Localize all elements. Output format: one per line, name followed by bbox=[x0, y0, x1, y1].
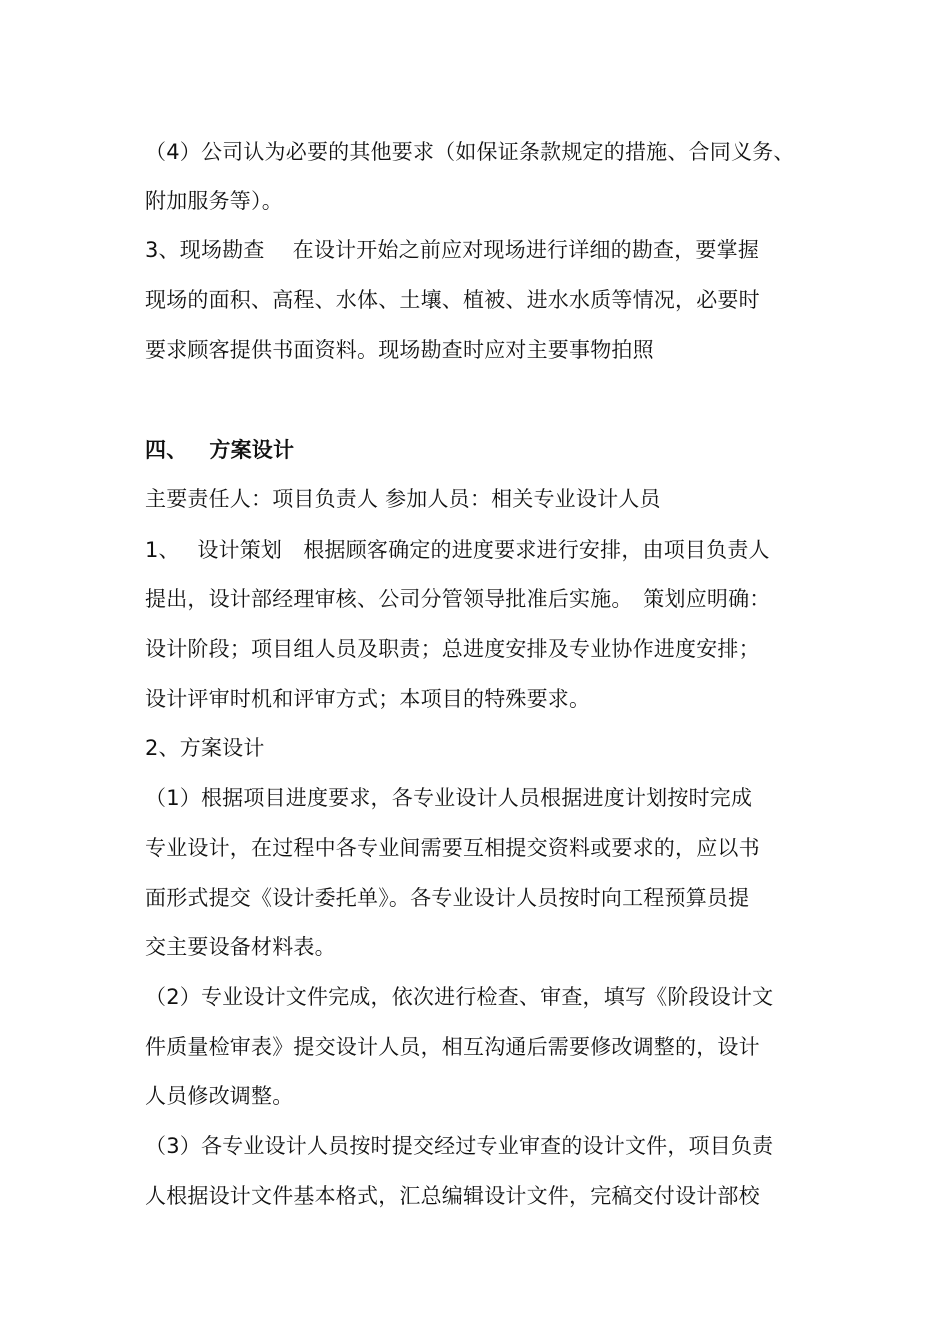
paragraph-line-site-survey-cont-2: 要求顾客提供书面资料。现场勘查时应对主要事物拍照 bbox=[145, 338, 654, 362]
paragraph-line-item-2: （2）专业设计文件完成，依次进行检查、审查，填写《阶段设计文 bbox=[145, 985, 774, 1009]
paragraph-line-design-planning-cont-2: 设计阶段；项目组人员及职责；总进度安排及专业协作进度安排； bbox=[145, 637, 760, 661]
paragraph-line-site-survey: 3、现场勘查 在设计开始之前应对现场进行详细的勘查，要掌握 bbox=[145, 238, 760, 262]
paragraph-line-design-planning: 1、 设计策划 根据顾客确定的进度要求进行安排，由项目负责人 bbox=[145, 538, 770, 562]
paragraph-line-item-2-cont-1: 件质量检审表》提交设计人员，相互沟通后需要修改调整的，设计 bbox=[145, 1035, 760, 1059]
paragraph-line-item-1-cont-2: 面形式提交《设计委托单》。各专业设计人员按时向工程预算员提 bbox=[145, 886, 750, 910]
paragraph-line-responsible: 主要责任人：项目负责人 参加人员：相关专业设计人员 bbox=[145, 487, 661, 511]
paragraph-line-scheme-design: 2、方案设计 bbox=[145, 736, 265, 760]
paragraph-line-site-survey-cont-1: 现场的面积、高程、水体、土壤、植被、进水水质等情况，必要时 bbox=[145, 288, 760, 312]
paragraph-line-item-1-cont-1: 专业设计，在过程中各专业间需要互相提交资料或要求的，应以书 bbox=[145, 836, 760, 860]
paragraph-line-item-3: （3）各专业设计人员按时提交经过专业审查的设计文件，项目负责 bbox=[145, 1134, 774, 1158]
paragraph-line-requirement-4: （4）公司认为必要的其他要求（如保证条款规定的措施、合同义务、 bbox=[145, 140, 795, 164]
section-heading-title: 方案设计 bbox=[209, 438, 295, 462]
section-heading-number: 四、 bbox=[145, 438, 188, 462]
paragraph-line-design-planning-cont-1: 提出，设计部经理审核、公司分管领导批准后实施。 策划应明确： bbox=[145, 587, 771, 611]
paragraph-line-item-2-cont-2: 人员修改调整。 bbox=[145, 1084, 294, 1108]
paragraph-line-design-planning-cont-3: 设计评审时机和评审方式；本项目的特殊要求。 bbox=[145, 687, 591, 711]
section-heading bbox=[145, 435, 825, 465]
paragraph-line-item-1-cont-3: 交主要设备材料表。 bbox=[145, 935, 336, 959]
paragraph-line-item-1: （1）根据项目进度要求，各专业设计人员根据进度计划按时完成 bbox=[145, 786, 753, 810]
paragraph-line-item-3-cont-1: 人根据设计文件基本格式，汇总编辑设计文件，完稿交付设计部校 bbox=[145, 1184, 760, 1208]
paragraph-line-requirement-4-cont: 附加服务等）。 bbox=[145, 189, 283, 213]
